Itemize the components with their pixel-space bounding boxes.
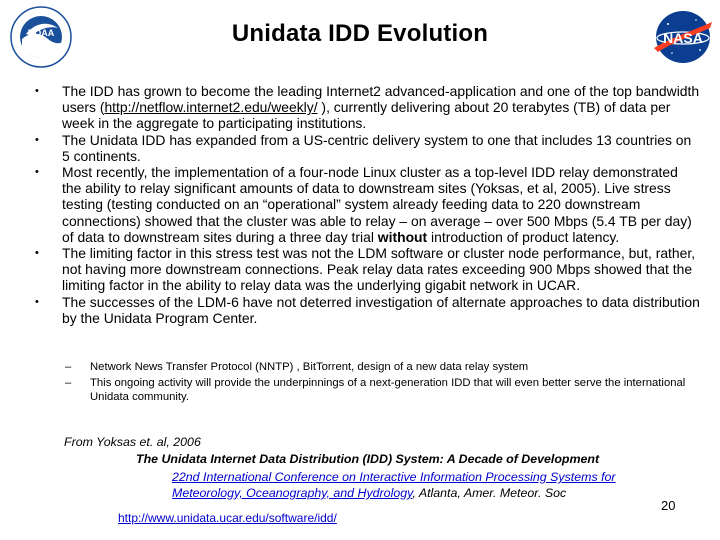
reference-paper-title: The Unidata Internet Data Distribution (IDD) System: A Decade of Development xyxy=(136,452,600,466)
bullet-list xyxy=(20,83,700,326)
noaa-logo-text: NOAA xyxy=(27,28,55,38)
bullet-text: ), currently delivering about 20 terabytes (TB) of data per week in the aggregate to participating institutions. xyxy=(62,99,671,132)
bullet-item xyxy=(20,132,700,164)
sub-bullet-text: This ongoing activity will provide the underpinnings of a next-generation IDD that will even better serve the international Unidata community. xyxy=(90,377,686,403)
sub-bullet-item xyxy=(65,376,705,404)
conference-line xyxy=(172,485,566,501)
nasa-logo-text: NASA xyxy=(663,30,703,46)
bullet-text: The Unidata IDD has expanded from a US-centric delivery system to one that includes 13 countries on 5 continents. xyxy=(62,131,692,164)
bullet-item xyxy=(20,164,700,245)
bullet-icon: • xyxy=(35,295,39,308)
idd-url-link[interactable]: http://www.unidata.ucar.edu/software/idd/ xyxy=(118,511,337,525)
bullet-text: Most recently, the implementation of a four-node Linux cluster as a top-level IDD relay demonstrated the ability to relay significant amounts of data to downstream sites (Yoksas, et al, 2005). Live stress testing (testing conducted on an “operational” system already feeding data to 220 downstream connections) showed that the cluster was able to relay – on average – over 500 Mbps (5.4 TB per day) of data to downstream sites during a three day trial xyxy=(62,164,692,245)
sub-bullet-item xyxy=(65,360,705,374)
bullet-text: The successes of the LDM-6 have not deterred investigation of alternate approaches to data distribution by the Unidata Program Center. xyxy=(62,293,700,326)
conference-location: , Atlanta, Amer. Meteor. Soc xyxy=(412,486,567,500)
bullet-bold-text: without xyxy=(377,228,428,245)
conference-link[interactable]: 22nd International Conference on Interactive Information Processing Systems for xyxy=(172,470,616,484)
bullet-icon: • xyxy=(35,85,39,97)
bullet-text: introduction of product latency. xyxy=(427,228,620,245)
bullet-icon: • xyxy=(35,166,39,179)
bullet-icon: • xyxy=(35,133,39,146)
page-number: 20 xyxy=(661,498,676,513)
sub-bullet-list xyxy=(65,360,705,406)
bullet-text: The IDD has grown to become the leading Internet2 advanced-application and one of the top bandwidth users ( xyxy=(62,83,700,116)
dash-icon: – xyxy=(65,361,72,373)
bullet-item xyxy=(20,294,700,326)
netflow-link[interactable]: http://netflow.internet2.edu/weekly/ xyxy=(104,99,318,116)
dash-icon: – xyxy=(65,377,72,389)
sub-bullet-text: Network News Transfer Protocol (NNTP) , BitTorrent, design of a new data relay system xyxy=(90,361,529,373)
reference-from: From Yoksas et. al, 2006 xyxy=(64,435,201,449)
bullet-item xyxy=(20,245,700,294)
bullet-item xyxy=(20,83,700,132)
slide-title: Unidata IDD Evolution xyxy=(231,20,489,47)
bullet-text: The limiting factor in this stress test was not the LDM software or cluster node performance, but, rather, not having more downstream connections. Peak relay data rates exceeding 900 Mbps showed that the limiting factor in the ability to relay data was the underlying gigabit network in UCAR. xyxy=(62,245,696,294)
bullet-icon: • xyxy=(35,247,39,260)
conference-link[interactable]: Meteorology, Oceanography, and Hydrology xyxy=(172,486,413,500)
